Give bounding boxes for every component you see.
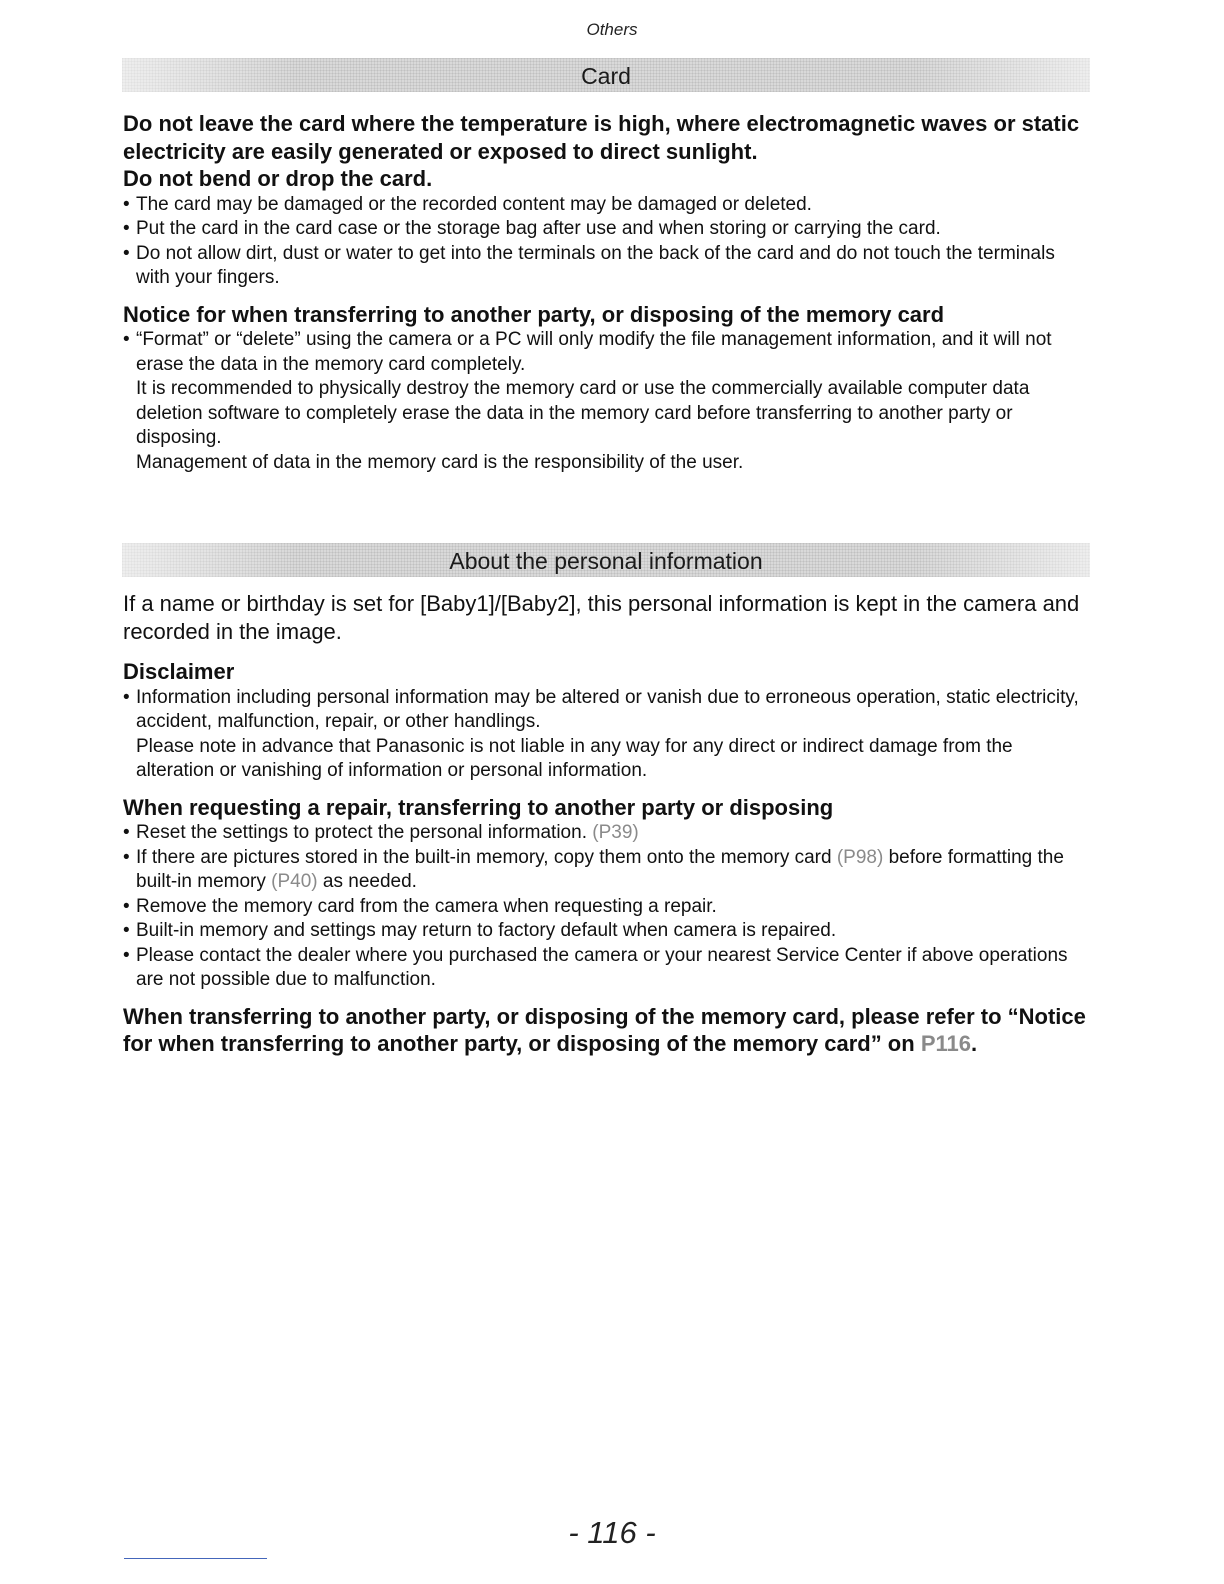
list-item: • Built-in memory and settings may return to factory default when camera is repaired. [123, 919, 1089, 944]
card-section-body [123, 110, 1089, 475]
page-number: - 116 - [568, 1515, 656, 1550]
footer-rule [124, 1558, 267, 1559]
list-item [123, 821, 1089, 846]
card-bullet-list [123, 193, 1089, 291]
page-reference-link[interactable]: (P98) [836, 846, 884, 868]
list-item: • Do not allow dirt, dust or water to get into the terminals on the back of the card and do not touch the terminals with your fingers. [123, 242, 1089, 291]
list-item: • Please contact the dealer where you purchased the camera or your nearest Service Center if above operations are not possible due to malfunction. [123, 944, 1089, 993]
list-item: • The card may be damaged or the recorded content may be damaged or deleted. [123, 193, 1089, 218]
final-heading-text: When transferring to another party, or disposing of the memory card, please refer to “Notice for when transferring to another party, or disposing of the memory card” on [123, 1003, 1086, 1056]
card-bend-heading: Do not bend or drop the card. [123, 166, 433, 191]
notice-continuation: Management of data in the memory card is the responsibility of the user. [136, 451, 744, 473]
disclaimer-bullet-list [123, 686, 1089, 735]
section-banner-card [122, 58, 1090, 92]
personal-intro-paragraph: If a name or birthday is set for [Baby1]/[Baby2], this personal information is kept in the camera and recorded in the image. [123, 591, 1080, 644]
personal-section-body [123, 590, 1089, 1058]
list-item: • Put the card in the card case or the storage bag after use and when storing or carrying the card. [123, 217, 1089, 242]
page-reference-link[interactable]: (P39) [592, 822, 639, 843]
repair-b2-text: as needed. [322, 871, 417, 892]
disclaimer-continuation: Please note in advance that Panasonic is not liable in any way for any direct or indirect damage from the alteration or vanishing of information or personal information. [136, 735, 1013, 781]
list-item: • “Format” or “delete” using the camera or a PC will only modify the file management information, and it will not erase the data in the memory card completely. [123, 328, 1089, 377]
section-banner-personal-info [122, 543, 1090, 577]
disclaimer-heading: Disclaimer [123, 659, 235, 684]
list-item: • Information including personal information may be altered or vanish due to erroneous operation, static electricity, accident, malfunction, repair, or other handlings. [123, 686, 1089, 735]
repair-b2-text: If there are pictures stored in the built-in memory, copy them onto the memory card [136, 846, 832, 868]
repair-heading: When requesting a repair, transferring to another party or disposing [123, 794, 834, 820]
list-item [123, 846, 1089, 895]
section-title-personal-info: About the personal information [449, 548, 763, 574]
running-header: Others [586, 20, 638, 39]
final-heading-period: . [970, 1031, 978, 1056]
final-reference-heading [123, 1003, 1089, 1058]
notice-bullet-list [123, 328, 1089, 377]
list-item: • Remove the memory card from the camera when requesting a repair. [123, 895, 1089, 920]
repair-b2-text: before formatting the built-in memory [136, 846, 1064, 892]
repair-b1-text: Reset the settings to protect the personal information. [136, 822, 587, 843]
notice-continuation: It is recommended to physically destroy the memory card or use the commercially available computer data deletion software to completely erase the data in the memory card before transferring to another party or disposing. [136, 378, 1030, 448]
page-reference-link[interactable]: (P40) [271, 871, 318, 892]
notice-heading: Notice for when transferring to another party, or disposing of the memory card [123, 301, 945, 327]
repair-bullet-list [123, 821, 1089, 993]
card-warning-heading: Do not leave the card where the temperature is high, where electromagnetic waves or static electricity are easily generated or exposed to direct sunlight. [123, 111, 1080, 164]
page-reference-link[interactable]: P116 [920, 1031, 971, 1056]
section-title-card: Card [581, 63, 631, 89]
